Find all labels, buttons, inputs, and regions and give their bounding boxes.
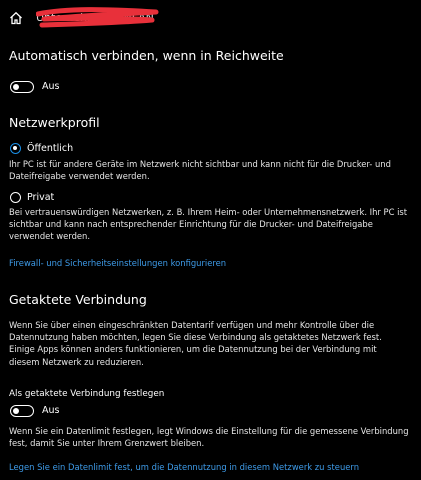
home-icon[interactable] (9, 11, 23, 25)
metered-toggle-state: Aus (42, 405, 60, 416)
public-description: Ihr PC ist für andere Geräte im Netzwerk nicht sichtbar und kann nicht für die Drucker- und Dateifreigabe verwendet werden. (9, 159, 391, 182)
network-name-title: Unternehmens-WLAN (36, 11, 154, 24)
title-bar (0, 0, 421, 38)
metered-set-label: Als getaktete Verbindung festlegen (9, 389, 165, 399)
private-description: Bei vertrauenswürdigen Netzwerken, z. B. Ihrem Heim- oder Unternehmensnetzwerk. Ihr PC ist sichtbar und kann nach entsprechender Einrichtung für die Drucker- und Dateifreigabe verwendet werden. (9, 207, 408, 242)
radio-public[interactable] (10, 143, 21, 154)
radio-dot (13, 146, 17, 150)
data-limit-link[interactable]: Legen Sie ein Datenlimit fest, um die Datennutzung in diesem Netzwerk zu steuern (9, 462, 360, 472)
radio-private-label[interactable]: Privat (27, 192, 55, 203)
metered-connection-heading: Getaktete Verbindung (9, 292, 147, 307)
radio-public-label[interactable]: Öffentlich (27, 143, 74, 154)
auto-connect-heading: Automatisch verbinden, wenn in Reichweite (9, 48, 284, 63)
toggle-knob (13, 408, 19, 414)
metered-toggle[interactable] (10, 405, 34, 417)
auto-connect-toggle-state: Aus (42, 81, 60, 92)
auto-connect-toggle[interactable] (10, 81, 34, 93)
radio-private[interactable] (10, 192, 21, 203)
metered-description: Wenn Sie über einen eingeschränkten Datentarif verfügen und mehr Kontrolle über die Datennutzung haben möchten, legen Sie diese Verbindung als getaktetes Netzwerk fest. Einige Apps können anders funktionieren, um die Datennutzung bei der Verbindung mit diesem Netzwerk zu reduzieren. (9, 320, 382, 367)
data-limit-description: Wenn Sie ein Datenlimit festlegen, legt Windows die Einstellung für die gemessene Verbindung fest, damit Sie unter Ihrem Grenzwert bleiben. (9, 426, 409, 449)
network-profile-heading: Netzwerkprofil (9, 115, 100, 130)
redaction-scribble (36, 6, 160, 28)
toggle-knob (13, 84, 19, 90)
firewall-settings-link[interactable]: Firewall- und Sicherheitseinstellungen konfigurieren (9, 258, 227, 268)
